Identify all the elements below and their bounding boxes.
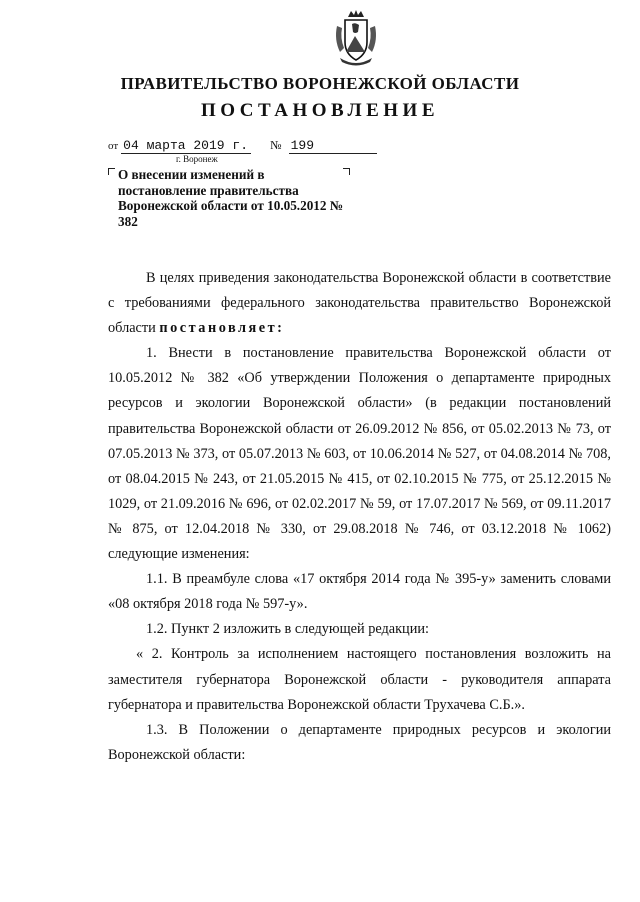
document-number: 199 xyxy=(289,139,377,154)
coat-of-arms-emblem xyxy=(331,8,381,68)
intro-paragraph xyxy=(108,266,611,341)
paragraph-1-3: 1.3. В Положении о департаменте природных ресурсов и экологии Воронежской области: xyxy=(108,721,611,763)
intro-text: В целях приведения законодательства Воронежской области в соответствие с требованиями федерального законодательства правительство Воронежской области xyxy=(108,270,611,337)
paragraph-1-1: 1.1. В преамбуле слова «17 октября 2014 года № 395-у» заменить словами «08 октября 2018 года № 597-у». xyxy=(108,571,611,613)
city-label: г. Воронеж xyxy=(176,154,218,164)
government-title: ПРАВИТЕЛЬСТВО ВОРОНЕЖСКОЙ ОБЛАСТИ xyxy=(120,74,520,93)
number-sign: № xyxy=(270,138,282,152)
dateline xyxy=(108,138,377,154)
document-type-title: ПОСТАНОВЛЕНИЕ xyxy=(200,100,440,121)
date-prefix: от xyxy=(108,140,119,152)
paragraph-1-2-text: « 2. Контроль за исполнением настоящего постановления возложить на заместителя губернатора Воронежской области - руководителя аппарата губернатора и правительства Воронежской области Трухачева С.Б.». xyxy=(108,646,611,713)
document-subject: О внесении изменений в постановление правительства Воронежской области от 10.05.2012 № 382 xyxy=(118,167,344,229)
document-body xyxy=(108,266,611,768)
document-date: 04 марта 2019 г. xyxy=(121,139,251,154)
paragraph-1-2: 1.2. Пункт 2 изложить в следующей редакции: xyxy=(146,621,429,638)
paragraph-1: 1. Внести в постановление правительства Воронежской области от 10.05.2012 № 382 «Об утверждении Положения о департаменте природных ресурсов и экологии Воронежской области» (в редакции постановлений правительства Воронежской области от 26.09.2012 № 856, от 05.02.2013 № 73, от 07.05.2013 № 373, от 05.07.2013 № 603, от 10.06.2014 № 527, от 04.08.2014 № 708, от 08.04.2015 № 243, от 21.05.2015 № 415, от 02.10.2015 № 775, от 25.12.2015 № 1029, от 21.09.2016 № 696, от 02.02.2017 № 59, от 17.07.2017 № 569, от 09.11.2017 № 875, от 12.04.2018 № 330, от 29.08.2018 № 746, от 03.12.2018 № 1062) следующие изменения: xyxy=(108,345,611,563)
resolves-word: постановляет: xyxy=(159,320,285,337)
subject-corner-left xyxy=(108,168,115,175)
